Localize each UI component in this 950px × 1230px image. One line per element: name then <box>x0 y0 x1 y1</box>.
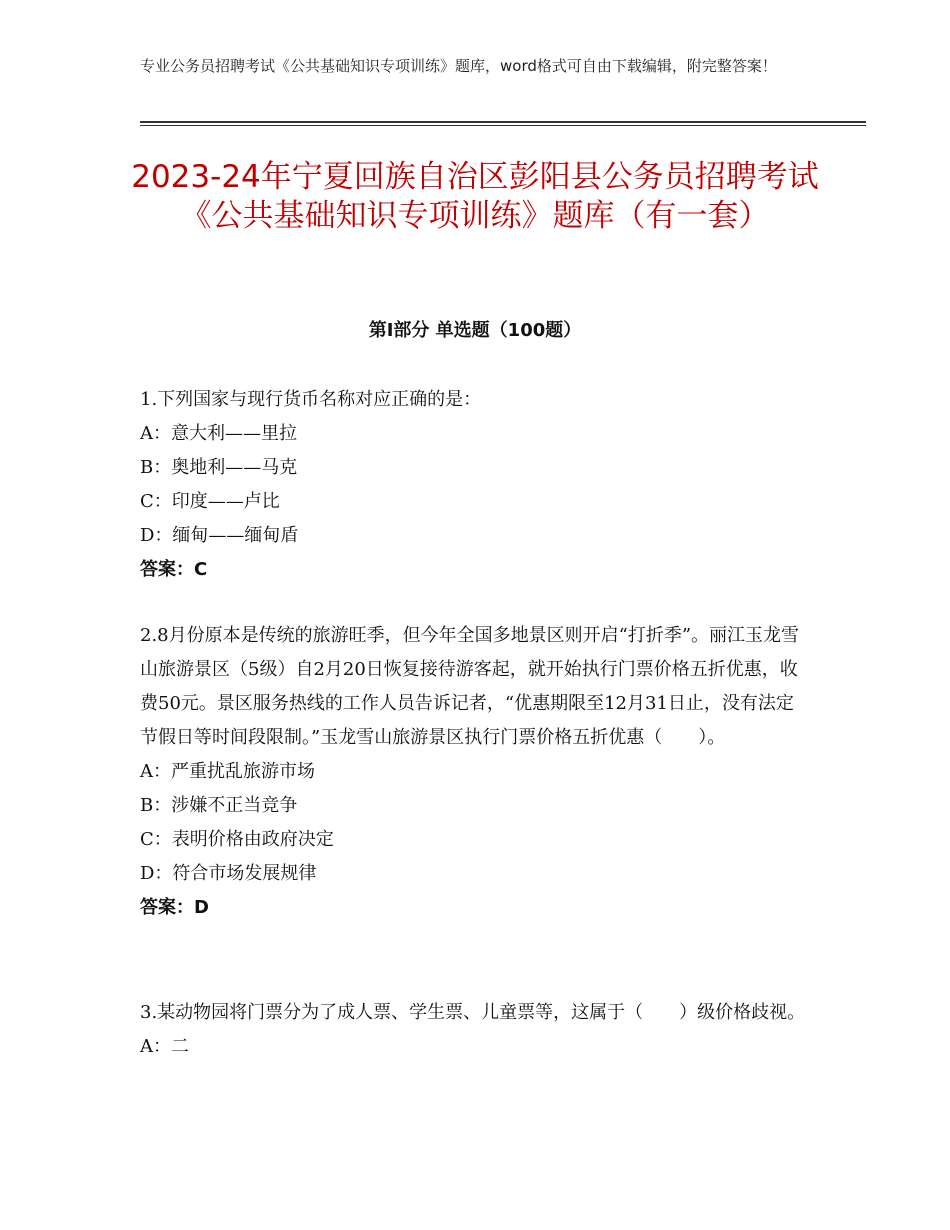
header-divider <box>140 121 866 123</box>
option-a: A：二 <box>140 1036 189 1057</box>
header-note: 专业公务员招聘考试《公共基础知识专项训练》题库，word格式可自由下载编辑，附完整答案！ <box>140 57 777 75</box>
document-title: 2023-24年宁夏回族自治区彭阳县公务员招聘考试《公共基础知识专项训练》题库（有一套） <box>131 159 819 234</box>
answer: 答案：C <box>140 559 208 580</box>
section-title: 第Ⅰ部分 单选题（100题） <box>368 320 582 341</box>
question-text: 2.8月份原本是传统的旅游旺季，但今年全国多地景区则开启“打折季”。丽江玉龙雪山旅游景区（5级）自2月20日恢复接待游客起，就开始执行门票价格五折优惠，收费50元。景区服务热线的工作人员告诉记者，“优惠期限至12月31日止，没有法定节假日等时间段限制。”玉龙雪山旅游景区执行门票价格五折优惠（ ）。 <box>140 625 800 748</box>
option-b: B：涉嫌不正当竞争 <box>140 795 298 816</box>
question-text: 1.下列国家与现行货币名称对应正确的是： <box>140 389 482 410</box>
answer: 答案：D <box>140 897 209 918</box>
option-a: A：严重扰乱旅游市场 <box>140 761 315 782</box>
question-2 <box>140 619 810 925</box>
question-3 <box>140 996 810 1064</box>
option-d: D：符合市场发展规律 <box>140 863 317 884</box>
header-divider-thin <box>140 125 866 126</box>
option-c: C：表明价格由政府决定 <box>140 829 334 850</box>
option-c: C：印度——卢比 <box>140 491 280 512</box>
option-d: D：缅甸——缅甸盾 <box>140 525 299 546</box>
option-a: A：意大利——里拉 <box>140 423 297 444</box>
question-text: 3.某动物园将门票分为了成人票、学生票、儿童票等，这属于（ ）级价格歧视。 <box>140 1002 806 1023</box>
option-b: B：奥地利——马克 <box>140 457 298 478</box>
question-1 <box>140 383 810 587</box>
